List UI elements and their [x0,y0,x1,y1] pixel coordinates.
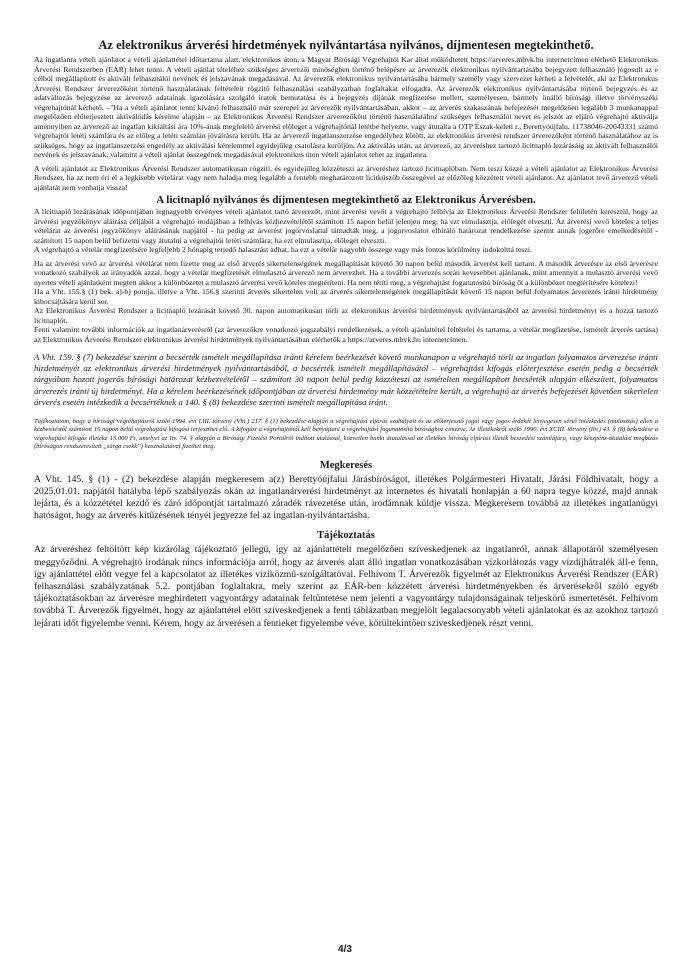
megkereses-paragraph: A Vht. 145. § (1) - (2) bekezdése alapján megkeresem a(z) Berettyóújfalui Járásbíróságot, illetékes Polgármesteri Hivatalt, Járási Földhivatalt, hogy a 2025.01.01. napjától hatályba lépő szabályozás okán az ingatlanárverési hirdetményt az internetes és hivatali honlapján a 60 napra tegye közzé, majd annak lejárta, és a közzététel kezdő és záró időpontját tartalmazó záradék rávezetése után, irodámnak küldje vissza. Megkeresem továbbá az illetékes ingatlanügyi hatóságot, hogy az árverés kitűzésének tényét jegyezze fel az ingatlan-nyilvántartásba. [34,473,658,522]
licitnaplo-paragraph-2: A végrehajtó a vételár megfizetésére legfeljebb 2 hónapig terjedő halasztást adhat, ha ezt a vételár nagyobb összege vagy más fontos körülmény indokolttá teszi. [34,245,532,254]
tajekoztatas-heading: Tájékoztatás [317,530,375,542]
licitnaplo-paragraph-5: Az Elektronikus Árverési Rendszer a licitnapló lezárását követő 30. napon automatikusan törli az elektronikus árverési hirdetmények nyilvántartásából az árverési hirdetményt és a hozzá tartozó licitnaplót. [34,306,658,325]
tajekoztatas-paragraph: Az árveréshez feltöltött kép kizárólag tájékoztató jellegű, így az ajánlattételt megelőzően szíveskedjenek az ingatlanról, annak állapotáról személyesen meggyőződni. A végrehajtó irodának nincs információja arról, hogy az árverés alatt álló ingatlan vonatkozásában vízkorlátozás vagy vízdíjhátralék áll-e fenn, így ajánlattétel előtt vegye fel a kapcsolatot az illetékes víziközmű-szolgáltatóval. Felhívom T. Árverezők figyelmét az Elektronikus Árverési Rendszer (EÁR) felhasználási szabályzatának 5.2. pontjában foglaltakra, mely szerint az EÁR-ben közzétett árverési hirdetményekben és árverésekről szóló egyéb tájékoztatásokban az árverésre meghirdetett vagyontárgy adatainak feltüntetése nem jelenti a vagyontárgy tulajdonságainak teljeskörű ismertetését. Felhívom továbbá T. Árverezők figyelmét, hogy az ajánlattétel előtt szíveskedjenek a fenti táblázatban megjelölt legalacsonyabb vételi ajánlatokat és az azokhoz tartozó lejárati időt figyelembe venni. Kérem, hogy az árverésen a fentieket figyelembe véve, körültekintően szíveskedjenek részt venni. [34,544,658,629]
megkereses-heading: Megkeresés [319,459,373,471]
licitnaplo-paragraph-4: Ha a Vht. 155.§ (1) bek. a)-b) pontja, illetve a Vht. 156.§ szerinti árverés sikertelen volt az árverés sikertelenségének megállapítását követő 15 napon belül folyamatos árverezés iránti hirdetmény kibocsájtására kerül sor. [34,287,658,306]
intro-paragraph-1: Az ingatlanra vételi ajánlatot a vételi ajánlattétel időtartama alatt, elektronikus úton, a Magyar Bírósági Végrehajtói Kar által működtetett https://arveres.mbvk.hu internetcímen elérhető Elektronikus Árverési Rendszerben (EÁR) lehet tenni. A vételi ajánlat tételéhez szükséges árverezői minőségben történő belépésre az árverezők elektronikus nyilvántartásába bejegyzett felhasználó jogosult az e célból megállapított és aktivált felhasználói nevének és jelszavának megadásával. Az árverezők elektronikus nyilvántartásába bármely személy vagy szervezet kérheti a felvételét, aki az Elektronikus Árverési Rendszer árverezőként történő használatának feltételeit rögzítő felhasználási szabályzatban foglaltakat elfogadta. Az árverezők elektronikus nyilvántartásába történő bejegyzés és az adatváltozás bejegyzése az árverező adatainak igazolására szolgáló iratok bemutatása és a bejegyzés díjának megfizetése mellett, személyesen, bármely önálló bírósági illetve törvényszéki végrehajtónál kérhető. –"Ha a vételi ajánlatot tenni kívánó felhasználó már szerepel az árverezők nyilvántartásában, akkor – az árverés szakaszának befejezését megelőzően legalább 3 munkanappal megelőzően előterjesztett aktiválódás kérelme alapján – az Elektronikus Árverési Rendszer árverezőként történő használatához szükséges felhasználói nevet és jelszót az eljáró végrehajtó aktiválja amennyiben az árverező az ingatlan kikiáltási ára 10%-ának megfelelő árverési előleget a végrehajtónál letétbe helyezte, vagy átutalta a OTP Észak-keleti r., Berettyóújfalu, 11738046-20043331 számú végrehajtói letéti számlára és az előleg a letéti számlán jóváírásra került. Ha az árverező ingatlanszerzése engedélyhez kötött, az elektronikus árverési rendszer árverezőként történő használatához az is szükséges, hogy az ingatlanszerzési engedély az aktiválási kérelemmel egyidejűleg csatolásra kerüljön. Az aktiválás után, az árverező, az árveréshez tartozó licitnapló lezárásáig az aktivált felhasználói nevének és jelszavának, valamint a vételi ajánlat összegének megadásával elektronikus úton vételi ajánlatot tehet az ingatlanra. [34,55,658,159]
page-number: 4/3 [338,944,352,955]
becsertek-italic-notice: A Vht. 159. § (7) bekezdése szerint a becsérték ismételt megállapítása iránti kérelem beérkezését követő munkanapon a végrehajtó törli az ingatlan folyamatos árverezése iránti hirdetményét az elektronikus árverési hirdetmények nyilvántartásából, a becsérték ismételt megállapításától – végrehajtási kifogás előterjesztése esetén pedig a becsérték tárgyában hozott jogerős bírósági határozat kézhezvételétől – számított 30 napon belül pedig közzéteszi az ismételten megállapított becsérték alapján elkészített, folyamatos árverezés iránti új hirdetményt. Ha a kérelem beérkezésének időpontjában az árverési hirdetmény már közzétételre került, a végrehajtó az árverés befejezését követően sikertelen árverés esetén intézkedik a becsértéknek a 140. § (8) bekezdése szerinti ismételt megállapítása iránt. [34,352,658,407]
document-page [34,38,658,630]
page-title: Az elektronikus árverési hirdetmények nyilvántartása nyilvános, díjmentesen megtekinthető. [98,38,594,52]
intro-paragraph-2: A vételi ajánlatot az Elektronikus Árverési Rendszer automatikusan rögzíti, és egyidejűleg közzéteszi az árveréshez tartozó licitnaplóban. Nem teszi közzé a vételi ajánlatot az Elektronikus Árverési Rendszer, ha az nem éri el a legkisebb vételárat vagy nem haladja meg legalább a fentebb meghatározott licitküszöb összegével az előzőleg közzétett vételi ajánlatot. Az ajánlatot tevő árverező vételi ajánlatát nem vonhatja vissza! [34,163,658,192]
kifogas-fine-print: Tájékoztatom, hogy a bírósági végrehajtásról szóló 1994. évi LIII. törvény (Vht.) 217. § (1) bekezdése alapján a végrehajtási eljárás szabályait és az előterjesztő jogát vagy jogos érdekét lényegesen sértő intézkedés (mulasztás) ellen a kézbesítéstől számított 15 napon belül végrehajtási kifogást terjeszthet elő. A kifogást a végrehajtónál kell benyújtani a végrehajtást foganatosító bírósághoz címezve. Az illetékekről szóló 1990. évi XCIII. törvény (Itv.) 43. § (8) bekezdése a végrehajtási kifogás illetéke 15.000 Ft, amelyet az Itv. 74. § alapján a Bírósági Fizetési Portálról indított utalással, közvetlen banki átutalással az illetékes bíróság eljárási illeték beszedési számlájára, vagy készpénz-átutalási megbízás (bíróságon rendszeresített „sárga csekk”) használatával fizethet meg. [34,418,658,451]
licitnaplo-paragraph-1: A licitnapló lezárásának időpontjában legnagyobb érvényes vételi ajánlatot tartó árverezőt, mint árverési vevőt a végrehajtó felhívja az Elektronikus Árverési Rendszer felületén keresztül, hogy az árverési jegyzőkönyv aláírása céljából a végrehajtó irodájában a felhívás kézhezvételétől számított 15 napon belül jelenjen meg; ha ezt elmulasztja, előlegét elveszti. Az árverési vevő köteles a teljes vételárat az árverési jegyzőkönyv aláírásának napjától - ha pedig az árverést jogorvoslattal támadták meg, a jogorvoslatot elbíráló határozat rendelkezése szerint annak jogerőre emelkedésétől - számított 15 napon belül befizetni vagy átutalni a végrehajtói letéti számlára; ha ezt elmulasztja, előlegét elveszti. [34,207,658,245]
section-title-licitnaplo: A licitnapló nyilvános és díjmentesen megtekinthető az Elektronikus Árverésben. [156,194,536,206]
licitnaplo-paragraph-3: Ha az árverési vevő az árverési vételárat nem fizette meg az első árverés sikertelenségének megállapítását követő 30 napon belül második árverést kell tartani. A második árverésre az első árverésre vonatkozó szabályok az irányadók azzal, hogy a vételár megfizetését elmulasztó árverező nem árverezhet. Ha a további árverezés során kevesebbet ajánlanak, mint amennyit a mulasztó árverési vevő nyertes vételi ajánlatként megtett akkor a különbözetet a mulasztó árverési vevő köteles megtéríteni. Ha nem téríti meg, a végrehajtást foganatosító bíróság őt a különbözet megtérítésére kötelezi! [34,258,658,287]
licitnaplo-paragraph-6: Fenti valamint további információk az ingatlanárverésről (az árverezőkre vonatkozó jogszabályi rendelkezések, a vételi ajánlattétel feltételei és tartama, a vételár megfizetése, ismételt árverés tartása) az Elektronikus Árverési Rendszer elektronikus árverési hirdetmények nyilvántartásában elérhetők a https://arveres.mbvk.hu internetcímen. [34,325,658,344]
